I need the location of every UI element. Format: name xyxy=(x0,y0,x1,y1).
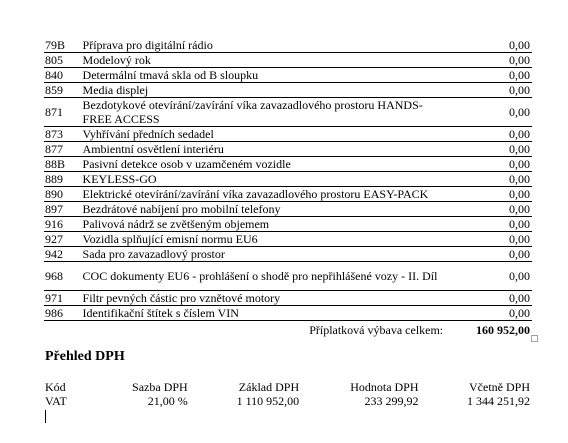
item-description: Bezdrátové nabíjení pro mobilní telefony xyxy=(83,202,454,217)
item-description: Identifikační štítek s číslem VIN xyxy=(83,306,454,321)
item-value: 0,00 xyxy=(453,83,532,98)
item-code: 897 xyxy=(44,202,83,217)
item-description: Příprava pro digitální rádio xyxy=(83,38,454,53)
table-row xyxy=(44,262,532,291)
item-value: 0,00 xyxy=(453,127,532,142)
item-value: 0,00 xyxy=(453,262,532,291)
item-code: 986 xyxy=(44,306,83,321)
item-description: Ambientní osvětlení interiéru xyxy=(83,142,454,157)
item-description: Media displej xyxy=(83,83,454,98)
vat-header-total: Včetně DPH xyxy=(469,380,530,394)
item-value: 0,00 xyxy=(453,202,532,217)
item-code: 890 xyxy=(44,187,83,202)
total-label: Příplatková výbava celkem: xyxy=(309,323,444,337)
item-value: 0,00 xyxy=(453,217,532,232)
table-row xyxy=(44,247,532,262)
item-value: 0,00 xyxy=(453,53,532,68)
item-description: Sada pro zavazadlový prostor xyxy=(83,247,454,262)
item-code: 79B xyxy=(44,38,83,53)
item-code: 88B xyxy=(44,157,83,172)
item-code: 859 xyxy=(44,83,83,98)
item-code: 873 xyxy=(44,127,83,142)
table-row xyxy=(44,157,532,172)
item-description: Bezdotykové otevírání/zavírání víka zavazadlového prostoru HANDS-FREE ACCESS xyxy=(83,98,454,127)
table-row xyxy=(44,38,532,53)
item-description: Palivová nádrž se zvětšeným objemem xyxy=(83,217,454,232)
vat-header-row xyxy=(44,380,532,394)
item-value: 0,00 xyxy=(453,172,532,187)
item-code: 877 xyxy=(44,142,83,157)
item-value: 0,00 xyxy=(453,187,532,202)
item-description: KEYLESS-GO xyxy=(83,172,454,187)
vat-total: 1 344 251,92 xyxy=(467,394,530,408)
item-description: Vozidla splňující emisní normu EU6 xyxy=(83,232,454,247)
item-value: 0,00 xyxy=(453,38,532,53)
vat-row xyxy=(44,394,532,408)
item-code: 871 xyxy=(44,98,83,127)
equipment-table xyxy=(44,38,532,337)
text-cursor xyxy=(45,410,46,423)
table-row xyxy=(44,217,532,232)
table-row xyxy=(44,172,532,187)
table-row xyxy=(44,68,532,83)
vat-rate: 21,00 % xyxy=(147,394,188,408)
vat-code: VAT xyxy=(45,394,67,408)
table-resize-handle[interactable] xyxy=(531,335,538,342)
item-value: 0,00 xyxy=(453,306,532,321)
table-row xyxy=(44,53,532,68)
vat-header-base: Základ DPH xyxy=(238,380,300,394)
item-description: Vyhřívání předních sedadel xyxy=(83,127,454,142)
vat-amount: 233 299,92 xyxy=(364,394,419,408)
vat-header-rate: Sazba DPH xyxy=(132,380,188,394)
table-row xyxy=(44,187,532,202)
item-value: 0,00 xyxy=(453,247,532,262)
item-value: 0,00 xyxy=(453,98,532,127)
table-row xyxy=(44,306,532,321)
table-row xyxy=(44,98,532,127)
item-code: 889 xyxy=(44,172,83,187)
table-row xyxy=(44,127,532,142)
total-row xyxy=(44,321,532,338)
item-value: 0,00 xyxy=(453,291,532,306)
item-code: 840 xyxy=(44,68,83,83)
total-value: 160 952,00 xyxy=(476,323,530,337)
item-value: 0,00 xyxy=(453,142,532,157)
item-description: Elektrické otevírání/zavírání víka zavazadlového prostoru EASY-PACK xyxy=(83,187,454,202)
item-code: 942 xyxy=(44,247,83,262)
vat-header-code: Kód xyxy=(45,380,66,394)
item-value: 0,00 xyxy=(453,157,532,172)
item-value: 0,00 xyxy=(453,232,532,247)
item-value: 0,00 xyxy=(453,68,532,83)
item-code: 968 xyxy=(44,262,83,291)
item-description: Determální tmavá skla od B sloupku xyxy=(83,68,454,83)
vat-section-heading: Přehled DPH xyxy=(45,349,125,364)
table-row xyxy=(44,202,532,217)
item-description: Modelový rok xyxy=(83,53,454,68)
vat-table xyxy=(44,380,532,408)
item-description: Filtr pevných částic pro vznětové motory xyxy=(83,291,454,306)
table-row xyxy=(44,142,532,157)
item-description: Pasivní detekce osob v uzamčeném vozidle xyxy=(83,157,454,172)
item-description: COC dokumenty EU6 - prohlášení o shodě pro nepřihlášené vozy - II. Díl xyxy=(83,262,454,291)
table-row xyxy=(44,83,532,98)
table-row xyxy=(44,291,532,306)
item-code: 927 xyxy=(44,232,83,247)
item-code: 916 xyxy=(44,217,83,232)
vat-header-amount: Hodnota DPH xyxy=(350,380,419,394)
item-code: 971 xyxy=(44,291,83,306)
item-code: 805 xyxy=(44,53,83,68)
table-row xyxy=(44,232,532,247)
vat-base: 1 110 952,00 xyxy=(236,394,300,408)
